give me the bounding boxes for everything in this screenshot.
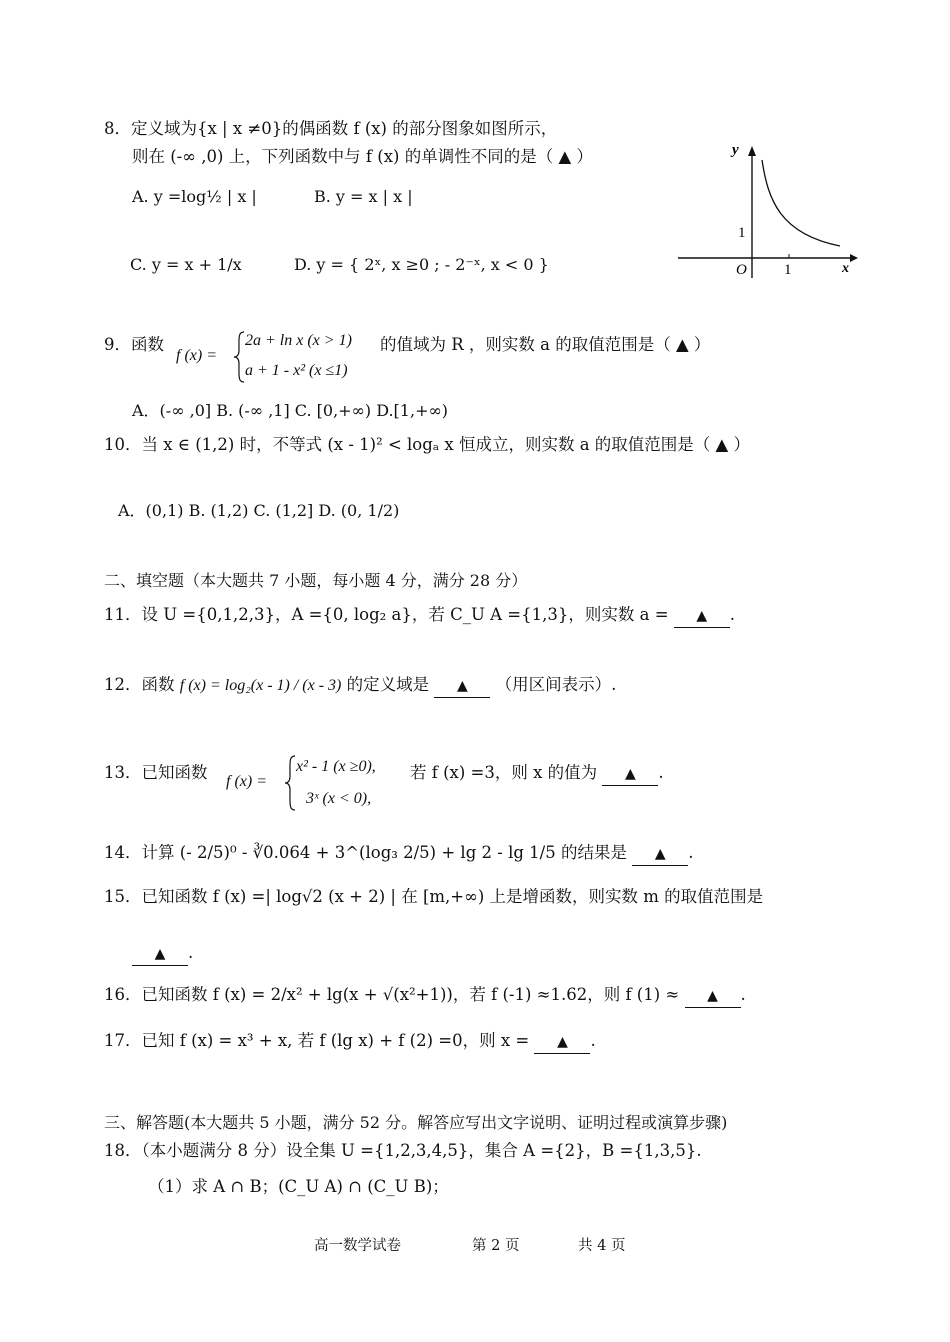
q10-line: 10．当 x ∈ (1,2) 时，不等式 (x - 1)² < logₐ x 恒成立，则实数 a 的取值范围是（ ▲ ）	[104, 435, 750, 454]
q9-brace	[232, 330, 246, 384]
q11-line: 11．设 U ={0,1,2,3}，A ={0, log₂ a}，若 C_U A ={1,3}，则实数 a = ▲ .	[104, 604, 735, 628]
q18-line2: （1）求 A ∩ B；(C_U A) ∩ (C_U B)；	[148, 1177, 449, 1196]
q11-triangle-mark: ▲	[696, 608, 708, 624]
q8-line2: 则在 (-∞ ,0) 上，下列函数中与 f (x) 的单调性不同的是（ ▲ ）	[132, 147, 593, 166]
q14-answer-blank	[632, 842, 688, 866]
q8-function-graph	[670, 138, 860, 283]
q13-answer-blank	[602, 762, 658, 786]
q18-line1: 18．（本小题满分 8 分）设全集 U ={1,2,3,4,5}，集合 A ={2}，B ={1,3,5}.	[104, 1141, 702, 1160]
q9-options: A．(-∞ ,0] B. (-∞ ,1] C. [0,+∞) D.[1,+∞)	[132, 401, 449, 420]
q12-line	[104, 674, 616, 698]
q8-line1: 8．定义域为{x | x ≠0}的偶函数 f (x) 的部分图象如图所示，	[104, 119, 558, 138]
q9-text: 的值域为 R ，则实数 a 的取值范围是（ ▲ ）	[380, 335, 711, 354]
q17-triangle-mark: ▲	[557, 1034, 568, 1050]
q12-triangle-mark: ▲	[456, 678, 468, 694]
q12-tail: （用区间表示）.	[495, 675, 617, 694]
graph-y-label: y	[732, 142, 739, 158]
q16-triangle-mark: ▲	[707, 988, 718, 1004]
q9-label: 9．函数	[104, 335, 164, 354]
footer-total: 共 4 页	[578, 1238, 626, 1254]
q12-answer-blank	[434, 674, 490, 698]
q12-post: 的定义域是	[346, 675, 430, 694]
q13-post-line: 若 f (x) =3，则 x 的值为 ▲ .	[410, 762, 664, 786]
q11-text: 11．设 U ={0,1,2,3}，A ={0, log₂ a}，若 C_U A ={1,3}，则实数 a =	[104, 605, 669, 624]
q13-brace	[283, 754, 297, 812]
q12-expr: f (x) = log₂(x - 1) / (x - 3)	[179, 677, 342, 694]
q8-option-d: D. y = { 2ˣ, x ≥0 ; - 2⁻ˣ, x < 0 }	[294, 255, 549, 274]
q17-answer-blank	[534, 1030, 590, 1054]
q15-end: .	[188, 943, 194, 962]
section-2-heading: 二、填空题（本大题共 7 小题，每小题 4 分，满分 28 分）	[104, 571, 528, 590]
footer-page: 第 2 页	[472, 1238, 520, 1254]
q11-answer-blank	[674, 604, 730, 628]
q8-option-b: B. y = x | x |	[314, 187, 413, 206]
q15-line1: 15．已知函数 f (x) =| log√2 (x + 2) | 在 [m,+∞) 上是增函数，则实数 m 的取值范围是	[104, 887, 764, 906]
q13-pre: 13．已知函数	[104, 763, 208, 782]
q16-text: 16．已知函数 f (x) = 2/x² + lg(x + √(x²+1))，若 f (-1) ≈1.62，则 f (1) ≈	[104, 985, 680, 1004]
q16-line: 16．已知函数 f (x) = 2/x² + lg(x + √(x²+1))，若 f (-1) ≈1.62，则 f (1) ≈ ▲ .	[104, 984, 746, 1008]
q9-fx: f (x) =	[176, 347, 217, 364]
q13-triangle-mark: ▲	[625, 766, 636, 782]
q15-triangle-mark: ▲	[154, 946, 166, 962]
q13-fx: f (x) =	[226, 773, 267, 790]
q8-option-c: C. y = x + 1/x	[130, 255, 242, 274]
q12-pre: 12．函数	[104, 675, 175, 694]
q14-text: 14．计算 (- 2/5)⁰ - ∛0.064 + 3^(log₃ 2/5) + lg 2 - lg 1/5 的结果是	[104, 843, 627, 862]
q9-piece2: a + 1 - x² (x ≤1)	[245, 362, 348, 379]
q13-piece2: 3ˣ (x < 0),	[306, 790, 372, 807]
q8-option-a: A. y =log½ | x |	[132, 187, 257, 206]
q17-line: 17．已知 f (x) = x³ + x, 若 f (lg x) + f (2) =0，则 x = ▲ .	[104, 1030, 596, 1054]
footer-title: 高一数学试卷	[314, 1238, 401, 1254]
q15-answer-blank	[132, 942, 188, 966]
graph-x-label: x	[842, 261, 849, 276]
q14-triangle-mark: ▲	[654, 846, 666, 862]
section-3-heading: 三、解答题(本大题共 5 小题，满分 52 分。解答应写出文字说明、证明过程或演算步骤)	[104, 1113, 728, 1132]
graph-tick-y: 1	[738, 225, 746, 241]
q15-line2	[132, 942, 193, 966]
q10-options: A．(0,1) B. (1,2) C. (1,2] D. (0, 1/2)	[118, 501, 400, 520]
graph-tick-x: 1	[784, 262, 792, 278]
q13-post: 若 f (x) =3，则 x 的值为	[410, 763, 598, 782]
q9-piece1: 2a + ln x (x > 1)	[245, 332, 352, 349]
q17-text: 17．已知 f (x) = x³ + x, 若 f (lg x) + f (2) =0，则 x =	[104, 1031, 530, 1050]
graph-origin-label: O	[736, 262, 747, 278]
q14-line: 14．计算 (- 2/5)⁰ - ∛0.064 + 3^(log₃ 2/5) + lg 2 - lg 1/5 的结果是 ▲ .	[104, 842, 693, 866]
q13-piece1: x² - 1 (x ≥0),	[296, 758, 376, 775]
q16-answer-blank	[685, 984, 741, 1008]
